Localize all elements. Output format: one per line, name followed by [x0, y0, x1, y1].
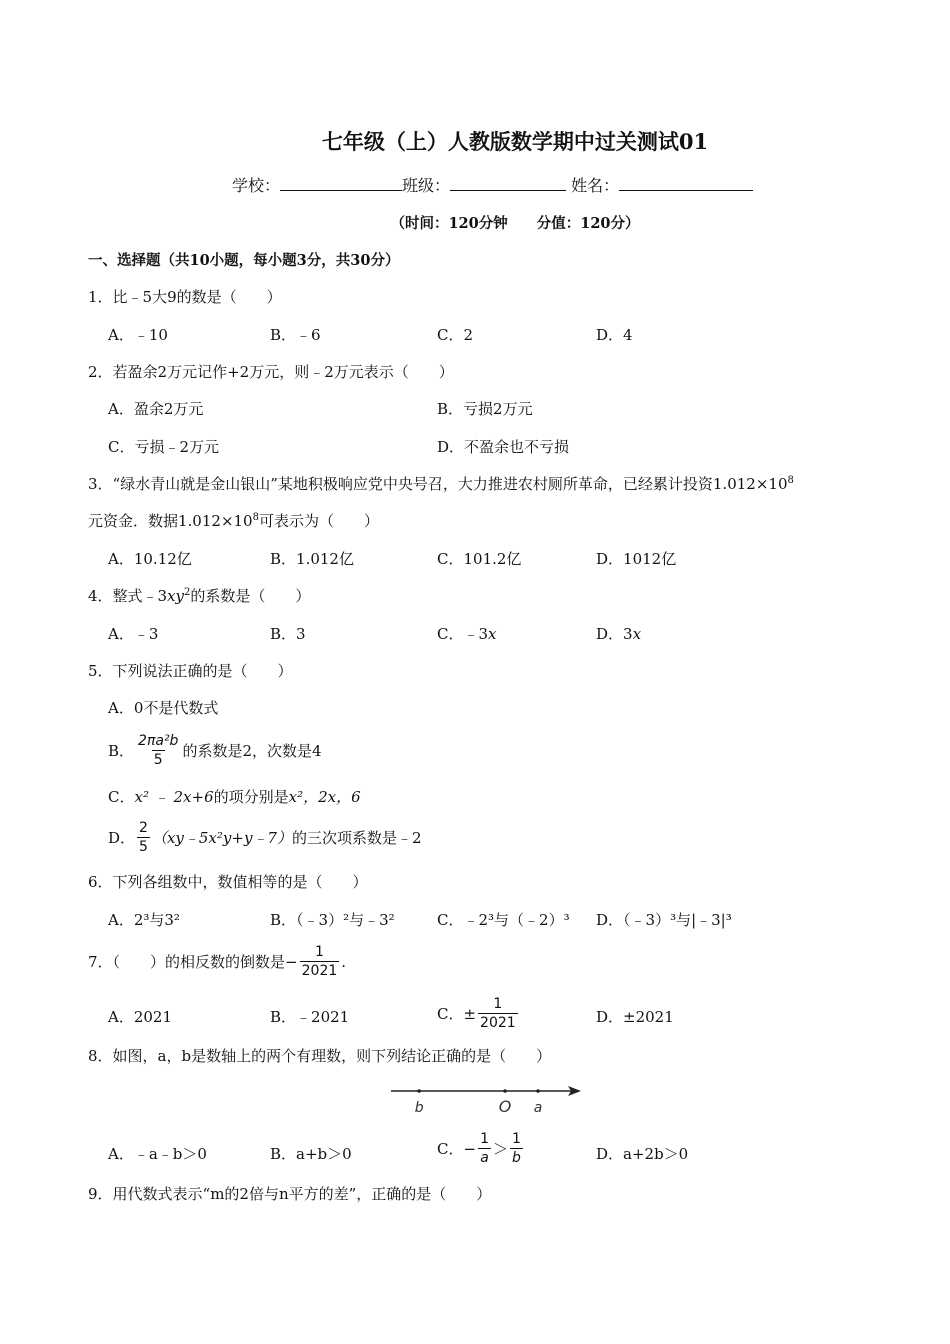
label-b: b — [414, 1100, 424, 1116]
q8-option-b: B．a+b＞0 — [270, 1145, 352, 1163]
q7-option-a: A．2021 — [108, 1008, 173, 1026]
q3-option-c: C．101.2亿 — [437, 550, 522, 568]
question-4-stem: 4．整式$﹣3xy^2$的系数是（ ） — [88, 587, 311, 605]
q8-option-a: A．﹣a﹣b＞0 — [108, 1145, 207, 1163]
q8c-fraction-2: $\frac{1}{b}$ — [512, 1131, 521, 1166]
q5d-fraction: $\frac{2}{5}$ — [139, 820, 148, 855]
q2-option-c: C．亏损﹣2万元 — [108, 438, 220, 456]
q5-option-d: D． $\frac{2}{5}$ （xy﹣5x²y+y﹣7） 的三次项系数是﹣2 — [108, 820, 422, 855]
question-2-stem: 2．若盈余2万元记作+2万元，则﹣2万元表示（ ） — [88, 363, 454, 381]
q1-option-c: C．2 — [437, 326, 474, 344]
q8-option-c: C． − $\frac{1}{a}$ ＞ $\frac{1}{b}$ — [437, 1131, 521, 1166]
q6-option-d: D．（﹣3）³与|﹣3|³ — [596, 911, 732, 929]
question-3-stem-line2: 元资金．数据$1.012\times 10^8$可表示为（ ） — [88, 512, 379, 530]
point-origin — [503, 1089, 507, 1093]
q4-option-a: A．﹣3 — [108, 625, 159, 643]
q6-option-b: B．（﹣3）²与﹣3² — [270, 911, 395, 929]
school-blank[interactable] — [280, 176, 402, 191]
q5-option-c: C．x² ﹣ 2x+6的项分别是x²，2x，6 — [108, 788, 361, 806]
question-8-stem: 8．如图，a，b是数轴上的两个有理数，则下列结论正确的是（ ） — [88, 1047, 552, 1065]
q4-option-c: C．﹣3x — [437, 625, 497, 643]
question-1-stem: 1．比﹣5大9的数是（ ） — [88, 288, 282, 306]
q7-option-b: B．﹣2021 — [270, 1008, 350, 1026]
q1-option-b: B．﹣6 — [270, 326, 321, 344]
question-7-stem: 7．（ ）的相反数的倒数是 − $\frac{1}{2021}$ . — [88, 944, 347, 979]
q7-fraction: $\frac{1}{2021}$ — [301, 944, 338, 979]
q3-option-d: D．1012亿 — [596, 550, 677, 568]
class-blank[interactable] — [450, 176, 566, 191]
q7-option-c: C．± $\frac{1}{2021}$ — [437, 996, 516, 1031]
question-3-stem-line1: 3．“绿水青山就是金山银山”某地积极响应党中央号召，大力推进农村厕所革命，已经累计投资$1.012\times 10^8$ — [88, 475, 794, 493]
point-b — [417, 1089, 421, 1093]
q2-option-a: A．盈余2万元 — [108, 400, 204, 418]
page-title: 七年级（上）人教版数学期中过关测试01 — [321, 129, 709, 154]
q8c-fraction-1: $\frac{1}{a}$ — [480, 1131, 489, 1166]
q4-option-d: D．3x — [596, 625, 642, 643]
q3-option-b: B．1.012亿 — [270, 550, 354, 568]
q6-option-a: A．2³与3² — [108, 911, 180, 929]
question-5-stem: 5．下列说法正确的是（ ） — [88, 662, 293, 680]
number-line-figure — [385, 1078, 590, 1118]
q6-option-c: C．﹣2³与（﹣2）³ — [437, 911, 570, 929]
q1-option-d: D．4 — [596, 326, 633, 344]
class-label: 班级： — [402, 176, 451, 195]
q3-option-a: A．10.12亿 — [108, 550, 192, 568]
q5-option-b: B． $\frac{\text{2πa²b}}{5}$ 的系数是2，次数是4 — [108, 733, 322, 768]
q7c-fraction: $\frac{1}{2021}$ — [480, 996, 516, 1031]
label-a: a — [533, 1100, 543, 1116]
q4-option-b: B．3 — [270, 625, 306, 643]
section-heading: 一、选择题（共10小题，每小题3分，共30分） — [88, 252, 400, 269]
name-blank[interactable] — [619, 176, 753, 191]
q1-option-a: A．﹣10 — [108, 326, 168, 344]
q8-option-d: D．a+2b＞0 — [596, 1145, 689, 1163]
time-score-info: （时间：120分钟 分值：120分） — [390, 215, 640, 232]
q5b-fraction: $\frac{\text{2πa²b}}{5}$ — [138, 733, 179, 768]
label-origin: O — [498, 1097, 512, 1116]
school-label: 学校： — [232, 176, 281, 195]
name-label: 姓名： — [571, 176, 620, 195]
q7-option-d: D．±2021 — [596, 1008, 674, 1026]
q2-option-b: B．亏损2万元 — [437, 400, 533, 418]
student-info-line — [232, 173, 753, 196]
point-a — [536, 1089, 540, 1093]
q5-option-a: A．0不是代数式 — [108, 699, 219, 717]
q2-option-d: D．不盈余也不亏损 — [437, 438, 570, 456]
question-9-stem: 9．用代数式表示“m的2倍与n平方的差”，正确的是（ ） — [88, 1185, 492, 1203]
question-6-stem: 6．下列各组数中，数值相等的是（ ） — [88, 873, 368, 891]
